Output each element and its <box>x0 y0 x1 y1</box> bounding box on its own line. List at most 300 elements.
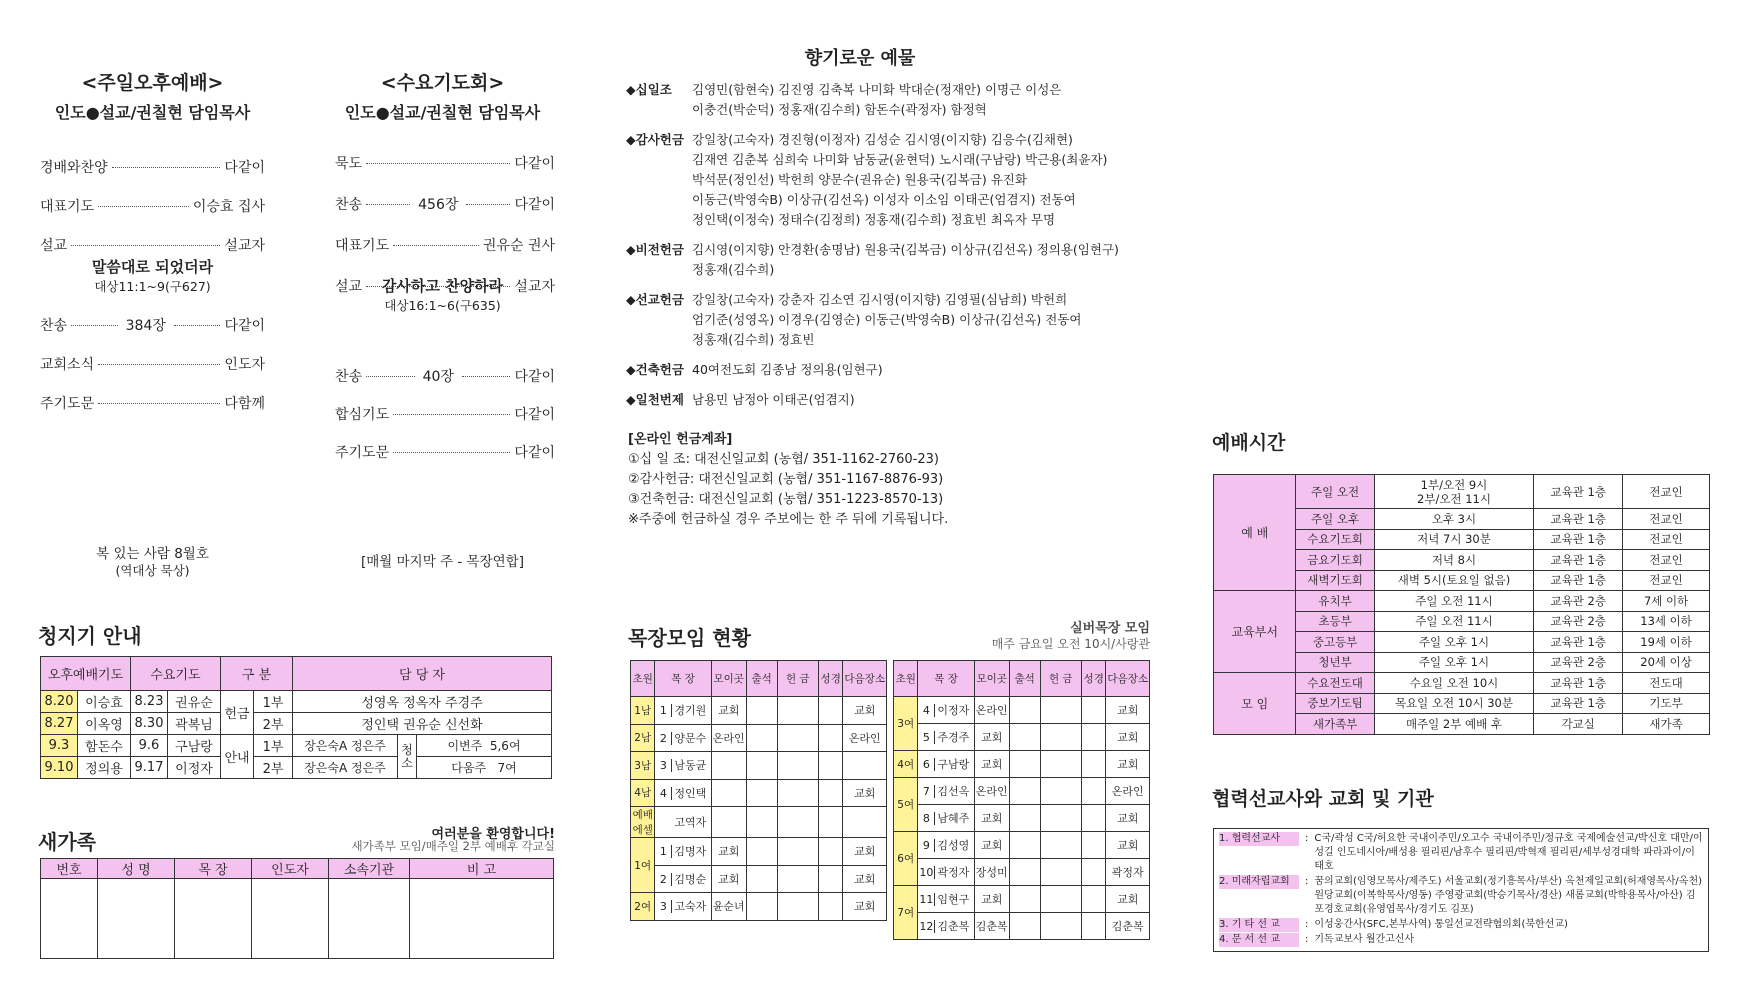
schedule-cell: 새벽기도회 <box>1296 570 1374 591</box>
place-cell: 교회 <box>711 838 746 866</box>
dotted-leader <box>112 166 221 168</box>
bible-cell <box>1081 832 1105 859</box>
offering-cell <box>1040 697 1081 724</box>
table-row <box>894 886 1150 913</box>
schedule-group: 예 배 <box>1214 475 1296 591</box>
hymn-number: 384장 <box>125 318 166 334</box>
order-row <box>335 366 555 386</box>
schedule-cell: 주일 오후 1시 <box>1374 632 1534 653</box>
mokjang-title: 목장모임 현황 <box>628 626 751 650</box>
schedule-cell: 20세 이상 <box>1623 652 1710 673</box>
mission-label: 3. 기 타 선 교 <box>1219 918 1299 932</box>
next-place-cell: 곽정자 <box>1106 859 1150 886</box>
bible-cell <box>1081 751 1105 778</box>
schedule-cell: 주일 오전 11시 <box>1374 611 1534 632</box>
next-place-cell: 온라인 <box>843 724 887 752</box>
schedule-cell: 수요기도회 <box>1296 529 1374 550</box>
date-cell: 8.20 <box>41 691 78 713</box>
place-cell <box>711 807 746 838</box>
next-place-cell: 교회 <box>843 779 887 807</box>
offering-cell <box>1040 859 1081 886</box>
offering-names: 정홍재(김수희) <box>692 262 775 277</box>
mokjang-leader: 고숙자 <box>674 900 707 914</box>
table-row <box>894 751 1150 778</box>
mokjang-name-cell <box>918 724 974 751</box>
offering-cell <box>777 697 818 725</box>
online-accounts <box>628 450 948 530</box>
name-cell: 이정자 <box>168 757 221 779</box>
bible-cell <box>818 807 842 838</box>
offering-cell <box>1040 913 1081 940</box>
place-cell: 온라인 <box>974 778 1009 805</box>
mission-text: C국/곽성 C국/허요한 국내이주민/오고수 국내이주민/정규호 국제예술선교/박신호 대만/이성길 인도네시아/배성용 필리핀/남후수 필리핀/박혁재 필리핀/세부성경대학 파라과이/이태호 <box>1314 833 1703 872</box>
order-row <box>335 404 555 424</box>
order-item: 주기도문 <box>40 396 95 412</box>
next-place-cell: 교회 <box>1106 724 1150 751</box>
mokjang-leader: 정인택 <box>674 786 707 800</box>
mokjang-table-left <box>630 660 887 921</box>
schedule-cell: 교육관 1층 <box>1534 529 1623 550</box>
mokjang-header: 초원 <box>631 661 655 697</box>
persons-cell: 장은숙A 정은주 <box>293 735 398 757</box>
next-place-cell: 교회 <box>1106 697 1150 724</box>
category-cell: 헌금 <box>221 691 254 735</box>
mission-label: 2. 미래자립교회 <box>1219 875 1299 889</box>
colon: : <box>1305 934 1309 945</box>
mission-item <box>1219 933 1703 947</box>
mission-item <box>1219 875 1703 917</box>
mokjang-leader: 남동균 <box>674 759 707 773</box>
table-row <box>1214 673 1710 694</box>
order-item: 교회소식 <box>40 357 95 373</box>
order-row <box>335 235 555 255</box>
schedule-cell: 교육관 1층 <box>1534 509 1623 530</box>
schedule-group: 모 임 <box>1214 673 1296 735</box>
offering-cell <box>1040 724 1081 751</box>
offering-label: ◆감사헌금 <box>626 132 684 147</box>
colon: : <box>1305 876 1309 887</box>
cleaning-table <box>40 656 552 779</box>
schedule-cell: 교육관 1층 <box>1534 570 1623 591</box>
table-row <box>631 752 887 780</box>
schedule-cell: 청년부 <box>1296 652 1374 673</box>
group-cell: 5여 <box>894 778 918 832</box>
order-person: 다같이 <box>224 318 266 334</box>
attendance-cell <box>746 752 777 780</box>
offering-title: 향기로운 예물 <box>804 48 916 69</box>
mokjang-leader: 고역자 <box>674 816 707 829</box>
mokjang-name-cell <box>918 913 974 940</box>
offering-cell <box>777 724 818 752</box>
group-cell: 1여 <box>631 838 655 893</box>
mokjang-header: 초원 <box>894 661 918 697</box>
mission-text: 이성웅간사(SFC,본부사역) 통일선교전략협의회(북한선교) <box>1314 919 1568 930</box>
schedule-cell: 금요기도회 <box>1296 550 1374 571</box>
offering-label: ◆건축헌금 <box>626 362 684 377</box>
attendance-cell <box>1009 859 1040 886</box>
group-cell: 2남 <box>631 724 655 752</box>
mokjang-number: 3 <box>655 759 672 772</box>
order-item: 설교 <box>40 238 68 254</box>
place-cell: 윤순녀 <box>711 893 746 921</box>
header-guide: 인도자 <box>252 859 329 879</box>
cleaning-group: 5,6여 <box>489 739 521 753</box>
offering-label: ◆십일조 <box>626 82 672 97</box>
mokjang-name-cell <box>655 838 711 866</box>
mokjang-name-cell <box>655 752 711 780</box>
sunday-sermon-title: 말씀대로 되었더라 <box>91 258 214 276</box>
order-person: 다같이 <box>514 156 555 172</box>
mokjang-header: 출석 <box>746 661 777 697</box>
mokjang-header: 목 장 <box>655 661 711 697</box>
mokjang-name-cell <box>655 779 711 807</box>
persons-cell: 정인택 권유순 신선화 <box>293 713 552 735</box>
sunday-sermon-ref: 대상11:1~9(구627) <box>94 279 211 294</box>
newfamily-welcome: 여러분을 환영합니다! <box>431 827 555 842</box>
table-row <box>41 691 552 713</box>
schedule-cell: 13세 이하 <box>1623 611 1710 632</box>
cleaning-persons-cell <box>417 735 552 757</box>
attendance-cell <box>1009 778 1040 805</box>
order-item: 묵도 <box>335 156 363 172</box>
next-place-cell: 교회 <box>1106 832 1150 859</box>
name-cell: 함돈수 <box>78 735 131 757</box>
schedule-cell: 새벽 5시(토요일 없음) <box>1374 570 1534 591</box>
place-cell <box>711 752 746 780</box>
order-person: 다같이 <box>514 369 556 385</box>
place-cell: 교회 <box>974 751 1009 778</box>
newfamily-title: 새가족 <box>38 830 96 854</box>
mokjang-number: 2 <box>655 873 672 886</box>
table-row <box>894 805 1150 832</box>
mokjang-header: 다음장소 <box>843 661 887 697</box>
attendance-cell <box>1009 751 1040 778</box>
sunday-leader: 인도●설교/권칠현 담임목사 <box>54 103 251 122</box>
next-place-cell: 교회 <box>843 893 887 921</box>
group-cell: 3여 <box>894 697 918 751</box>
wednesday-sermon-title: 감사하고 찬양하라 <box>381 277 504 295</box>
group-cell: 7여 <box>894 886 918 940</box>
table-row <box>41 713 552 735</box>
header-number: 번호 <box>41 859 98 879</box>
dotted-leader <box>174 324 221 326</box>
mokjang-leader: 김명자 <box>674 845 707 859</box>
mokjang-leader: 김성영 <box>937 839 970 852</box>
wednesday-leader: 인도●설교/권칠현 담임목사 <box>344 103 541 122</box>
bible-cell <box>818 752 842 780</box>
schedule-title: 예배시간 <box>1212 432 1286 454</box>
silver-time: 매주 금요일 오전 10시/사랑관 <box>991 637 1150 651</box>
mission-item <box>1219 832 1703 874</box>
next-place-cell: 교회 <box>1106 751 1150 778</box>
table-row <box>894 859 1150 886</box>
persons-cell: 성영옥 정옥자 주경주 <box>293 691 552 713</box>
place-cell: 교회 <box>974 886 1009 913</box>
offering-names: 김시영(이지향) 안경환(송명남) 원용국(김복금) 이상규(김선옥) 정의용(임현구) <box>692 242 1119 257</box>
mokjang-header: 모이곳 <box>974 661 1009 697</box>
place-cell <box>711 779 746 807</box>
name-cell: 이승효 <box>78 691 131 713</box>
attendance-cell <box>1009 913 1040 940</box>
schedule-cell: 전교인 <box>1623 570 1710 591</box>
dotted-leader <box>366 203 410 205</box>
attendance-cell <box>746 865 777 893</box>
mission-label: 4. 문 서 선 교 <box>1219 933 1299 947</box>
schedule-cell: 매주일 2부 예배 후 <box>1374 714 1534 735</box>
header-afternoon-prayer: 오후예배기도 <box>41 657 131 691</box>
newfamily-table <box>40 858 554 959</box>
schedule-cell: 전교인 <box>1623 509 1710 530</box>
online-note: ※주중에 헌금하실 경우 주보에는 한 주 뒤에 기록됩니다. <box>628 512 949 527</box>
next-place-cell <box>843 807 887 838</box>
table-row <box>631 697 887 725</box>
dotted-leader <box>71 324 118 326</box>
order-person: 설교자 <box>224 238 265 254</box>
group-cell: 6여 <box>894 832 918 886</box>
mokjang-leader: 주경주 <box>937 731 970 744</box>
dotted-leader <box>71 244 220 246</box>
schedule-cell: 전교인 <box>1623 550 1710 571</box>
place-cell: 교회 <box>711 697 746 725</box>
group-cell: 4여 <box>894 751 918 778</box>
mokjang-header: 출석 <box>1009 661 1040 697</box>
order-row <box>335 442 555 462</box>
mokjang-leader: 김선옥 <box>937 785 970 798</box>
bible-cell <box>818 779 842 807</box>
blessed-title: 복 있는 사람 8월호 <box>96 546 209 562</box>
schedule-cell: 새가족부 <box>1296 714 1374 735</box>
mokjang-number: 3 <box>655 900 672 913</box>
online-line: ①십 일 조: 대전신일교회 (농협/ 351-1162-2760-23) <box>628 452 939 467</box>
bible-cell <box>1081 859 1105 886</box>
attendance-cell <box>1009 805 1040 832</box>
offering-label: ◆비전헌금 <box>626 242 684 257</box>
dotted-leader <box>393 413 510 415</box>
name-cell: 구남랑 <box>168 735 221 757</box>
dotted-leader <box>393 244 479 246</box>
place-cell: 교회 <box>974 832 1009 859</box>
table-row <box>894 832 1150 859</box>
header-wednesday-prayer: 수요기도 <box>131 657 221 691</box>
schedule-cell: 오후 3시 <box>1374 509 1534 530</box>
place-cell: 온라인 <box>974 697 1009 724</box>
schedule-cell: 수요일 오전 10시 <box>1374 673 1534 694</box>
schedule-cell: 교육관 1층 <box>1534 632 1623 653</box>
silver-title: 실버목장 모임 <box>1070 621 1150 636</box>
mokjang-leader: 곽정자 <box>937 866 970 879</box>
place-cell: 김춘복 <box>974 913 1009 940</box>
offering-names: 정인택(이정숙) 정태수(김정희) 정홍재(김수희) 정효빈 최옥자 무명 <box>692 212 1056 227</box>
colon: : <box>1305 833 1309 844</box>
mokjang-leader: 양문수 <box>674 731 707 745</box>
next-place-cell: 교회 <box>843 838 887 866</box>
schedule-cell: 저녁 8시 <box>1374 550 1534 571</box>
next-place-cell: 김춘복 <box>1106 913 1150 940</box>
offering-cell <box>1040 778 1081 805</box>
mokjang-number: 2 <box>655 732 672 745</box>
mokjang-header: 헌 금 <box>1040 661 1081 697</box>
place-cell: 교회 <box>974 724 1009 751</box>
next-place-cell: 교회 <box>1106 886 1150 913</box>
offering-cell <box>777 807 818 838</box>
online-title: [온라인 헌금계좌] <box>628 432 733 447</box>
mokjang-header: 목 장 <box>918 661 974 697</box>
mokjang-table-right <box>893 660 1150 940</box>
offering-names: 강일창(고숙자) 경진형(이정자) 김성순 김시영(이지향) 김응수(김채현) <box>692 132 1073 147</box>
order-row <box>40 393 265 413</box>
dotted-leader <box>466 203 510 205</box>
order-person: 다함께 <box>224 396 265 412</box>
blessed-sub: (역대상 묵상) <box>115 563 190 578</box>
mission-label: 1. 협력선교사 <box>1219 832 1299 846</box>
mokjang-name-cell <box>655 724 711 752</box>
offering-cell <box>777 779 818 807</box>
blank-cell <box>41 879 98 959</box>
offering-names: 강일창(고숙자) 강춘자 김소연 김시영(이지향) 김영필(심남희) 박헌희 <box>692 292 1068 307</box>
schedule-cell: 교육관 1층 <box>1534 550 1623 571</box>
order-person: 다같이 <box>224 160 265 176</box>
group-cell: 1남 <box>631 697 655 725</box>
schedule-cell: 중보기도팀 <box>1296 693 1374 714</box>
next-place-cell <box>843 752 887 780</box>
bible-cell <box>818 838 842 866</box>
attendance-cell <box>746 697 777 725</box>
offering-names: 남용민 남정아 이태곤(엄겸지) <box>692 392 855 407</box>
mokjang-number: 7 <box>918 785 935 798</box>
date-cell: 9.17 <box>131 757 168 779</box>
order-item: 설교 <box>335 279 363 295</box>
mokjang-name-cell <box>918 832 974 859</box>
part-cell: 1부 <box>254 735 293 757</box>
part-cell: 2부 <box>254 713 293 735</box>
bible-cell <box>1081 778 1105 805</box>
table-row <box>1214 591 1710 612</box>
order-person: 설교자 <box>514 279 555 295</box>
place-cell: 교회 <box>974 805 1009 832</box>
table-row <box>631 779 887 807</box>
mokjang-leader: 경기원 <box>674 704 707 718</box>
bible-cell <box>1081 724 1105 751</box>
place-cell: 교회 <box>711 865 746 893</box>
bible-cell <box>818 893 842 921</box>
mokjang-name-cell <box>918 859 974 886</box>
mokjang-name-cell <box>918 805 974 832</box>
schedule-group: 교육부서 <box>1214 591 1296 673</box>
header-mokjang: 목 장 <box>175 859 252 879</box>
date-cell: 8.30 <box>131 713 168 735</box>
schedule-cell: 초등부 <box>1296 611 1374 632</box>
dotted-leader <box>366 162 510 164</box>
place-cell: 온라인 <box>711 724 746 752</box>
table-row <box>631 865 887 893</box>
offering-names: 김영민(함현숙) 김진영 김축복 나미화 박대순(정재안) 이명근 이성은 <box>692 82 1062 97</box>
schedule-cell: 전도대 <box>1623 673 1710 694</box>
part-cell: 1부 <box>254 691 293 713</box>
offering-cell <box>1040 886 1081 913</box>
order-item: 경배와찬양 <box>40 160 108 176</box>
schedule-cell: 유치부 <box>1296 591 1374 612</box>
header-name: 성 명 <box>98 859 175 879</box>
table-row <box>894 913 1150 940</box>
schedule-cell: 저녁 7시 30분 <box>1374 529 1534 550</box>
offering-names: 이동근(박영숙B) 이상규(김선옥) 이성자 이소임 이태곤(엄겸지) 전동여 <box>692 192 1076 207</box>
name-cell: 이옥영 <box>78 713 131 735</box>
offering-label: ◆일천번제 <box>626 392 684 407</box>
mokjang-leader: 김춘복 <box>937 920 970 933</box>
schedule-cell: 7세 이하 <box>1623 591 1710 612</box>
blank-cell <box>410 879 554 959</box>
mokjang-number: 1 <box>655 845 672 858</box>
next-place-cell: 온라인 <box>1106 778 1150 805</box>
online-line: ③건축헌금: 대전신일교회 (농협/ 351-1223-8570-13) <box>628 492 944 507</box>
cleaning-group: 7여 <box>497 761 517 775</box>
next-place-cell: 교회 <box>843 697 887 725</box>
mokjang-number: 6 <box>918 758 935 771</box>
order-person: 이승효 집사 <box>192 199 265 215</box>
hymn-number: 456장 <box>418 197 459 213</box>
group-cell: 4남 <box>631 779 655 807</box>
date-cell: 8.27 <box>41 713 78 735</box>
name-cell: 권유순 <box>168 691 221 713</box>
offering-cell <box>777 893 818 921</box>
order-row <box>335 194 555 214</box>
order-row <box>40 235 265 255</box>
name-cell: 정의용 <box>78 757 131 779</box>
schedule-cell: 교육관 1층 <box>1534 693 1623 714</box>
order-item: 찬송 <box>40 318 68 334</box>
monthend-note: [매월 마지막 주 - 목장연합] <box>361 554 524 570</box>
attendance-cell <box>746 779 777 807</box>
bible-cell <box>818 865 842 893</box>
mokjang-number: 12 <box>919 920 934 933</box>
date-cell: 9.6 <box>131 735 168 757</box>
attendance-cell <box>746 893 777 921</box>
offering-names: 김재연 김춘복 심희숙 나미화 남동균(윤현덕) 노시래(구남랑) 박근용(최윤자) <box>692 152 1108 167</box>
offering-cell <box>1040 805 1081 832</box>
missions-title: 협력선교사와 교회 및 기관 <box>1212 788 1434 810</box>
attendance-cell <box>1009 724 1040 751</box>
schedule-cell: 주일 오후 1시 <box>1374 652 1534 673</box>
mission-item <box>1219 918 1703 932</box>
schedule-cell: 교육관 1층 <box>1534 673 1623 694</box>
cleaning-persons-cell <box>417 757 552 779</box>
offering-names: 정홍재(김수희) 정효빈 <box>692 332 815 347</box>
schedule-cell: 교육관 2층 <box>1534 611 1623 632</box>
cleaning-name: 이변주 <box>447 739 483 753</box>
mokjang-header: 헌 금 <box>777 661 818 697</box>
hymn-number: 40장 <box>422 369 454 385</box>
colon: : <box>1305 919 1309 930</box>
dotted-leader <box>98 205 189 207</box>
order-row <box>40 354 265 374</box>
table-row <box>631 807 887 838</box>
bible-cell <box>1081 805 1105 832</box>
schedule-cell: 주일 오전 <box>1296 475 1374 509</box>
sunday-title: <주일오후예배> <box>81 72 224 94</box>
dotted-leader <box>393 451 510 453</box>
table-row <box>41 879 554 959</box>
mokjang-header: 모이곳 <box>711 661 746 697</box>
order-person: 다같이 <box>514 407 555 423</box>
attendance-cell <box>1009 832 1040 859</box>
dotted-leader <box>462 375 511 377</box>
mokjang-name-cell <box>918 751 974 778</box>
dotted-leader <box>98 402 220 404</box>
order-item: 주기도문 <box>335 445 390 461</box>
mokjang-header: 성경 <box>1081 661 1105 697</box>
mokjang-number: 4 <box>918 704 935 717</box>
bible-cell <box>818 724 842 752</box>
